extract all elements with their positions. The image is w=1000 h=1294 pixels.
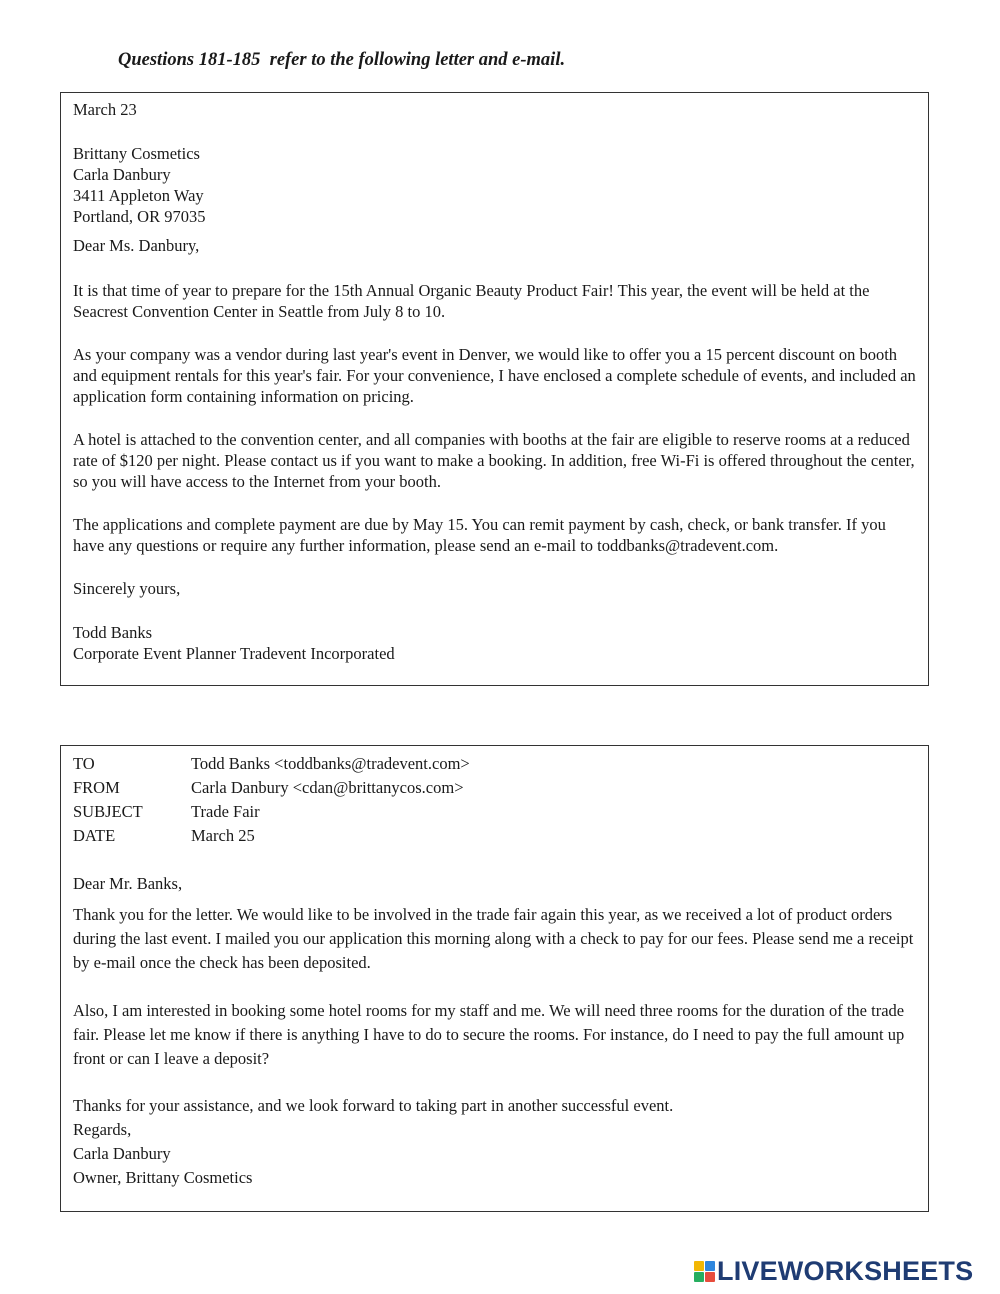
email-header-label: DATE: [73, 826, 116, 845]
closing-line: Regards,: [73, 1120, 132, 1139]
questions-heading: Questions 181-185 refer to the following letter and e-mail.: [118, 50, 566, 70]
address-line: Brittany Cosmetics: [73, 144, 200, 163]
logo-square: [694, 1261, 704, 1271]
email-header-row: [73, 825, 470, 849]
letter-paragraph: The applications and complete payment are due by May 15. You can remit payment by cash, check, or bank transfer. If you have any questions or require any further information, please send an e-mail to toddbanks@tradevent.com.: [73, 515, 886, 555]
letter-address: [73, 143, 205, 227]
email-closing: [73, 1094, 673, 1190]
email-header-value: March 25: [191, 826, 255, 845]
letter-date: March 23: [73, 100, 137, 119]
email-header-table: [73, 753, 470, 849]
letter-paragraph: As your company was a vendor during last year's event in Denver, we would like to offer you a 15 percent discount on booth and equipment rentals for this year's fair. For your convenience, I have enclosed a complete schedule of events, and included an application form containing information on pricing.: [73, 345, 916, 406]
signature-title: Corporate Event Planner Tradevent Incorporated: [73, 644, 395, 663]
logo-square: [705, 1272, 715, 1282]
email-header-label: TO: [73, 754, 95, 773]
email-header-row: [73, 801, 470, 825]
letter-paragraph: It is that time of year to prepare for the 15th Annual Organic Beauty Product Fair! This year, the event will be held at the Seacrest Convention Center in Seattle from July 8 to 10.: [73, 281, 870, 321]
closing-line: Owner, Brittany Cosmetics: [73, 1168, 253, 1187]
email-paragraph: Thank you for the letter. We would like to be involved in the trade fair again this year, as we received a lot of product orders during the last event. I mailed you our application this morning along with a check to pay for our fees. Please send me a receipt by e-mail once the check has been deposited.: [73, 905, 914, 972]
closing-line: Thanks for your assistance, and we look forward to taking part in another successful event.: [73, 1096, 674, 1115]
email-paragraph: Also, I am interested in booking some hotel rooms for my staff and me. We will need three rooms for the duration of the trade fair. Please let me know if there is anything I have to do to secure the rooms. For instance, do I need to pay the full amount up front or can I leave a deposit?: [73, 1001, 905, 1068]
email-header-label: FROM: [73, 778, 120, 797]
liveworksheets-logo: [694, 1256, 973, 1286]
address-line: Portland, OR 97035: [73, 207, 206, 226]
letter-salutation: Dear Ms. Danbury,: [73, 236, 200, 255]
email-header-row: [73, 753, 470, 777]
closing-line: Carla Danbury: [73, 1144, 171, 1163]
email-header-value: Trade Fair: [191, 802, 260, 821]
letter-signature: [73, 622, 395, 664]
letter-paragraph: A hotel is attached to the convention center, and all companies with booths at the fair are eligible to reserve rooms at a reduced rate of $120 per night. Please contact us if you want to make a booking. In addition, free Wi-Fi is offered throughout the center, so you will have access to the Internet from your booth.: [73, 430, 915, 491]
logo-square: [705, 1261, 715, 1271]
logo-square: [694, 1272, 704, 1282]
email-header-label: SUBJECT: [73, 802, 143, 821]
signature-name: Todd Banks: [73, 623, 153, 642]
logo-mark-icon: [694, 1261, 715, 1282]
email-header-value: Todd Banks <toddbanks@tradevent.com>: [191, 754, 470, 773]
letter-closing: Sincerely yours,: [73, 579, 181, 598]
email-header-value: Carla Danbury <cdan@brittanycos.com>: [191, 778, 464, 797]
email-box: [60, 745, 929, 1212]
address-line: Carla Danbury: [73, 165, 171, 184]
email-header-row: [73, 777, 470, 801]
email-salutation: Dear Mr. Banks,: [73, 874, 183, 893]
address-line: 3411 Appleton Way: [73, 186, 204, 205]
logo-text: LIVEWORKSHEETS: [717, 1256, 974, 1286]
letter-box: [60, 92, 929, 686]
